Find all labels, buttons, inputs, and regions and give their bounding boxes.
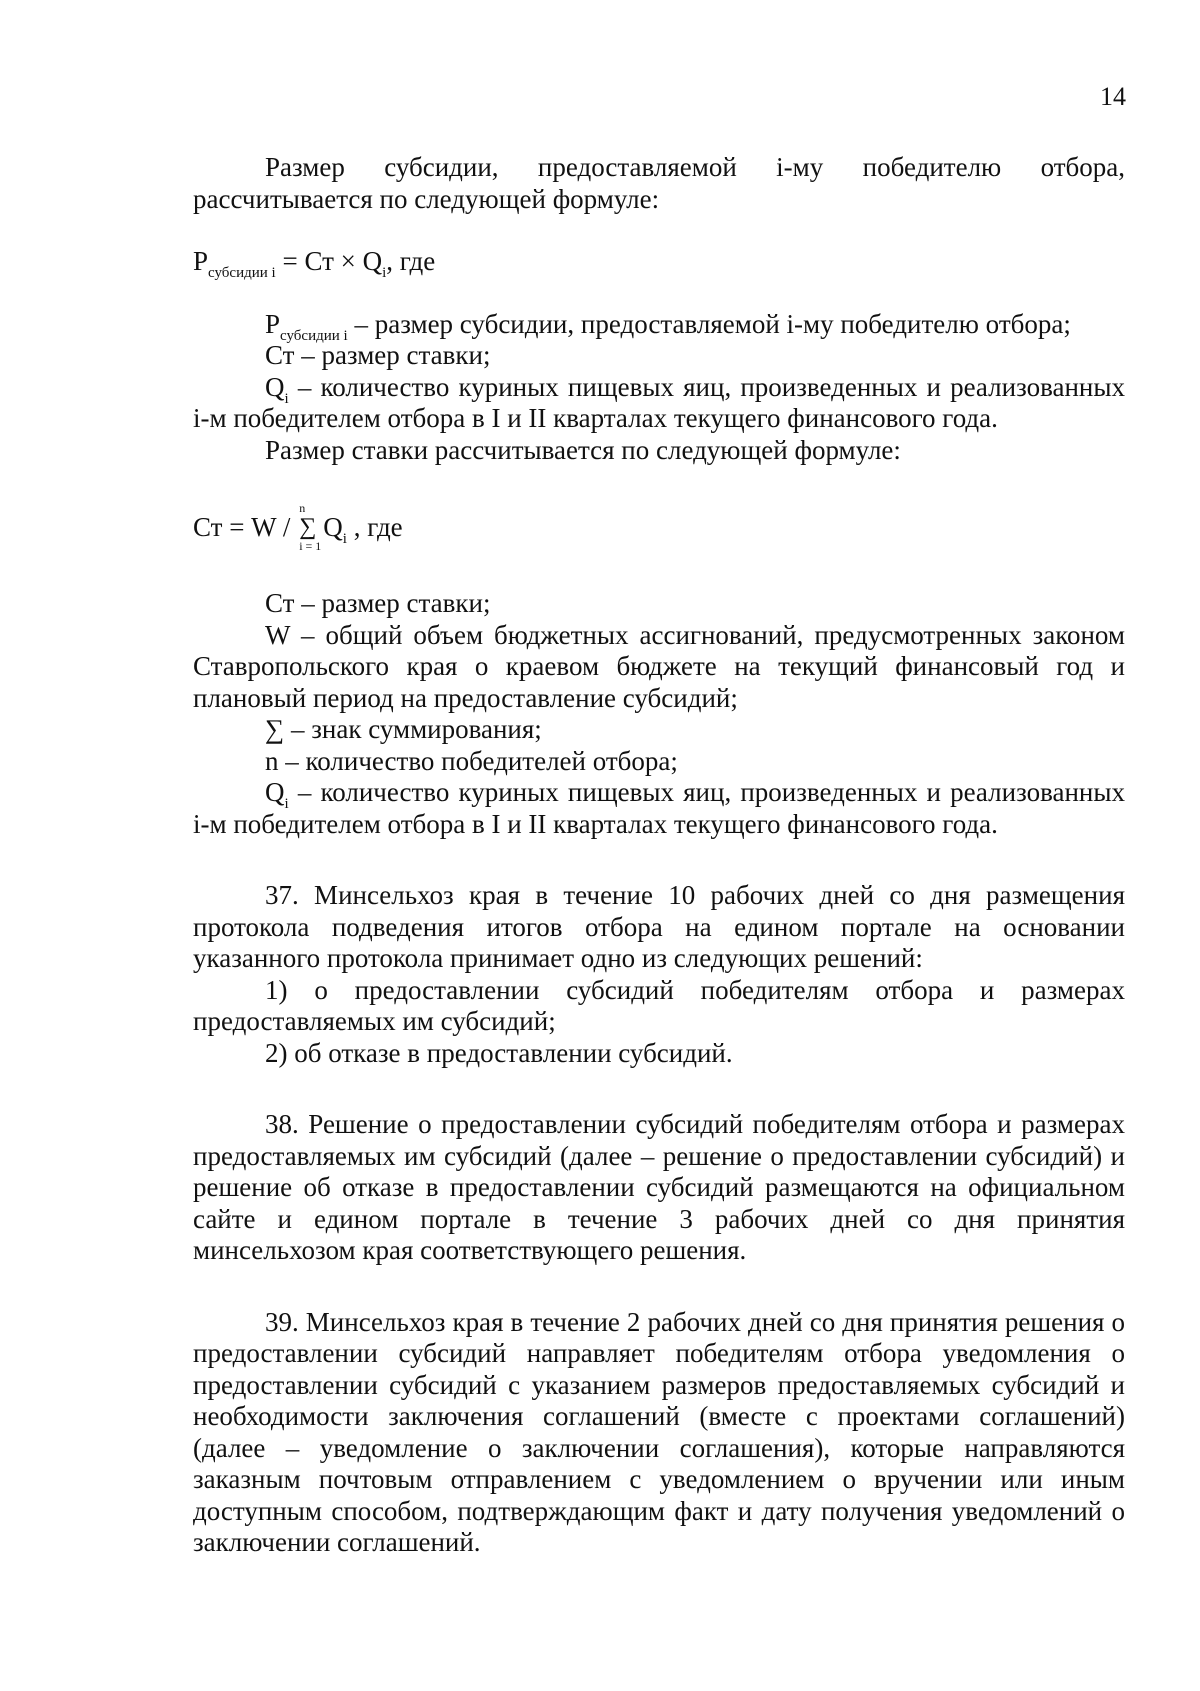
definition-winners-count: n – количество победителей отбора;: [265, 745, 678, 776]
subsidy-formula: [193, 246, 1125, 281]
paragraph-37-item-2: 2) об отказе в предоставлении субсидий.: [265, 1037, 733, 1068]
formula-tail: , где: [346, 512, 403, 542]
spacer: [193, 215, 1125, 246]
spacer: [193, 1069, 1125, 1109]
summation-sign: [299, 501, 321, 553]
def-text: – количество куриных пищевых яиц, произведенных и реализованных i-м победителем отбора в I и II кварталах текущего финансового года.: [193, 777, 1125, 839]
rate-formula: [193, 497, 1125, 557]
sum-symbol: ∑: [299, 513, 317, 540]
formula-var-subscript: i: [342, 531, 347, 547]
def-var-subscript: i: [284, 796, 289, 812]
paragraph-37: 37. Минсельхоз края в течение 10 рабочих дней со дня размещения протокола подведения итогов отбора на едином портале на основании указанного протокола принимает одно из следующих решений:: [193, 880, 1125, 973]
formula-var: Q: [323, 512, 343, 542]
sum-upper-limit: n: [299, 500, 306, 515]
definition-quantity: [193, 777, 1125, 840]
sum-lower-limit: i = 1: [299, 538, 322, 553]
def-text: – количество куриных пищевых яиц, произведенных и реализованных i-м победителем отбора в I и II кварталах текущего финансового года.: [193, 371, 1125, 433]
spacer: [193, 840, 1125, 880]
formula-tail: , где: [386, 246, 436, 276]
formula-lhs: Ст = W /: [193, 512, 298, 542]
document-body: [193, 152, 1125, 1559]
formula-var: Р: [193, 246, 209, 276]
def-var-subscript: субсидии i: [280, 327, 348, 344]
definition-rate: Ст – размер ставки;: [265, 588, 491, 618]
definition-summation: ∑ – знак суммирования;: [265, 714, 542, 744]
def-var-subscript: i: [284, 390, 289, 407]
formula-rhs: = Ст × Q: [275, 246, 383, 276]
spacer: [193, 466, 1125, 497]
definition-rate: Ст – размер ставки;: [265, 340, 491, 370]
paragraph-38: 38. Решение о предоставлении субсидий победителям отбора и размерах предоставляемых им субсидий (далее – решение о предоставлении субсидий) и решение об отказе в предоставлении субсидий размещаются на официальном сайте и едином портале в течение 3 рабочих дней со дня принятия минсельхозом края соответствующего решения.: [193, 1109, 1125, 1265]
def-var: Р: [265, 308, 281, 339]
def-text: – размер субсидии, предоставляемой i-му победителю отбора;: [347, 308, 1071, 339]
definition-budget: W – общий объем бюджетных ассигнований, предусмотренных законом Ставропольского края о краевом бюджете на текущий финансовый год и плановый период на предоставление субсидий;: [193, 619, 1125, 713]
definition-quantity: [193, 372, 1125, 435]
formula-rhs-subscript: i: [382, 265, 387, 281]
formula-var-subscript: субсидии i: [208, 265, 276, 281]
paragraph-37-item-1: 1) о предоставлении субсидий победителям отбора и размерах предоставляемых им субсидий;: [193, 974, 1125, 1036]
rate-formula-intro: Размер ставки рассчитывается по следующей формуле:: [265, 434, 901, 465]
definition-subsidy: [193, 308, 1125, 344]
paragraph-39: 39. Минсельхоз края в течение 2 рабочих дней со дня принятия решения о предоставлении субсидий направляет победителям отбора уведомления о предоставлении субсидий с указанием размеров предоставляемых субсидий и необходимости заключения соглашений (вместе с проектами соглашений) (далее – уведомление о заключении соглашения), которые направляются заказным почтовым отправлением с уведомлением о вручении или иным доступным способом, подтверждающим факт и дату получения уведомлений о заключении соглашений.: [193, 1306, 1125, 1557]
spacer: [193, 557, 1125, 588]
spacer: [193, 1267, 1125, 1307]
page-number: 14: [1100, 82, 1126, 111]
def-var: Q: [265, 777, 285, 807]
spacer: [193, 278, 1125, 309]
def-var: Q: [265, 371, 285, 402]
formula-intro: Размер субсидии, предоставляемой i-му победителю отбора, рассчитывается по следующей формуле:: [193, 152, 1125, 214]
